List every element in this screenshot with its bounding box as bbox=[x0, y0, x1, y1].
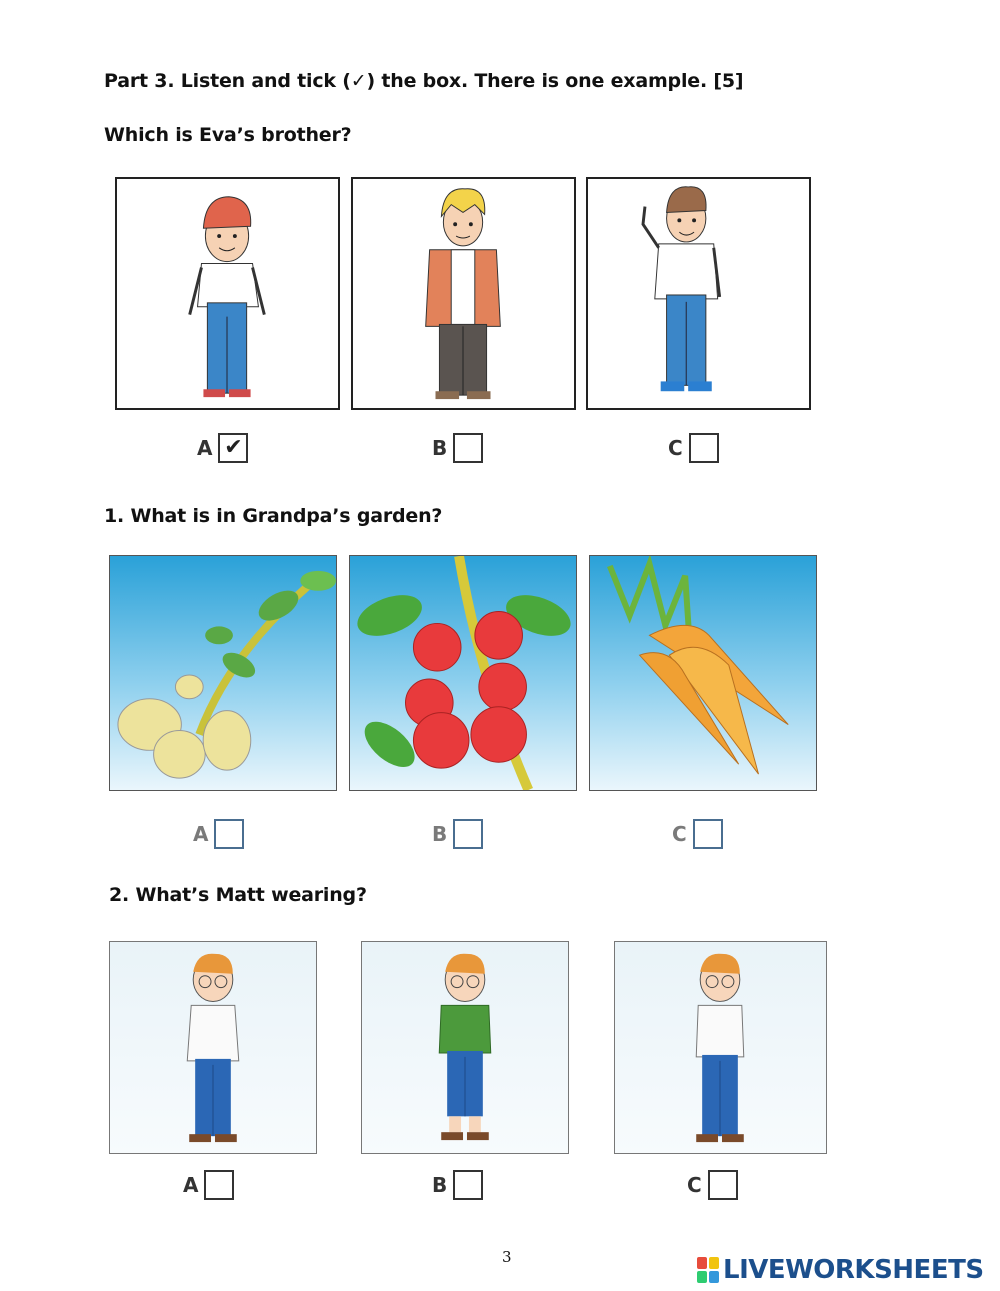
q1-checkbox-b[interactable] bbox=[453, 819, 483, 849]
option-letter: C bbox=[668, 436, 683, 460]
example-option-c[interactable] bbox=[668, 433, 719, 463]
picture-matt-white-tshirt bbox=[614, 941, 827, 1154]
question-2-prompt: 2. What’s Matt wearing? bbox=[109, 884, 367, 906]
page-number: 3 bbox=[502, 1248, 512, 1266]
picture-potatoes bbox=[109, 555, 337, 791]
question-example-prompt: Which is Eva’s brother? bbox=[104, 124, 352, 146]
brand-name: LIVEWORKSHEETS bbox=[723, 1255, 984, 1285]
picture-matt-white-shirt bbox=[109, 941, 317, 1154]
q1-option-c[interactable] bbox=[672, 819, 723, 849]
option-letter: B bbox=[432, 436, 448, 460]
q2-option-c[interactable] bbox=[687, 1170, 738, 1200]
option-letter: C bbox=[687, 1173, 702, 1197]
instruction-heading: Part 3. Listen and tick (✓) the box. There is one example. [5] bbox=[104, 70, 744, 92]
q2-checkbox-a[interactable] bbox=[204, 1170, 234, 1200]
option-letter: A bbox=[183, 1173, 199, 1197]
question-1-prompt: 1. What is in Grandpa’s garden? bbox=[104, 505, 443, 527]
option-letter: A bbox=[193, 822, 209, 846]
option-letter: A bbox=[197, 436, 213, 460]
example-option-b[interactable] bbox=[432, 433, 483, 463]
brand-blocks-icon bbox=[697, 1257, 719, 1283]
example-option-a[interactable] bbox=[197, 433, 248, 463]
q1-checkbox-a[interactable] bbox=[214, 819, 244, 849]
option-letter: B bbox=[432, 1173, 448, 1197]
picture-boy-red-cap bbox=[115, 177, 340, 410]
option-letter: B bbox=[432, 822, 448, 846]
picture-boy-orange-jacket bbox=[351, 177, 576, 410]
q2-option-a[interactable] bbox=[183, 1170, 234, 1200]
picture-boy-waving bbox=[586, 177, 811, 410]
q2-option-b[interactable] bbox=[432, 1170, 483, 1200]
q1-checkbox-c[interactable] bbox=[693, 819, 723, 849]
picture-carrots bbox=[589, 555, 817, 791]
picture-tomatoes bbox=[349, 555, 577, 791]
check-icon: ✔ bbox=[224, 435, 243, 460]
example-checkbox-b[interactable] bbox=[453, 433, 483, 463]
picture-matt-green-shirt bbox=[361, 941, 569, 1154]
example-checkbox-c[interactable] bbox=[689, 433, 719, 463]
option-letter: C bbox=[672, 822, 687, 846]
q1-option-b[interactable] bbox=[432, 819, 483, 849]
q2-checkbox-c[interactable] bbox=[708, 1170, 738, 1200]
q2-checkbox-b[interactable] bbox=[453, 1170, 483, 1200]
example-checkbox-a[interactable] bbox=[218, 433, 248, 463]
q1-option-a[interactable] bbox=[193, 819, 244, 849]
brand-logo bbox=[697, 1255, 984, 1285]
